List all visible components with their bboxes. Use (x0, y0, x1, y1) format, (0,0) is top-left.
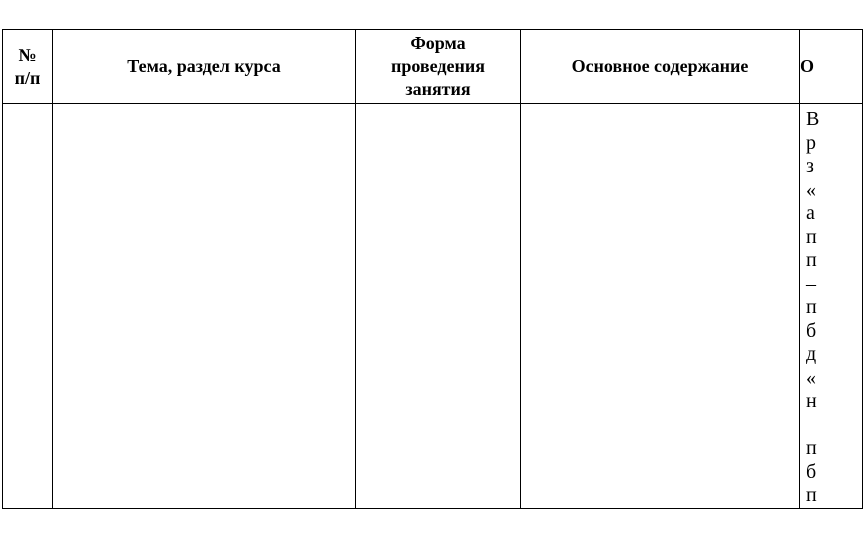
last-column-char: з (806, 155, 814, 177)
header-content (521, 30, 800, 104)
last-column-char: В (806, 108, 820, 130)
course-plan-table (2, 29, 863, 509)
last-column-char (806, 414, 862, 438)
header-number (3, 30, 53, 104)
cell-last-column (800, 104, 863, 509)
header-form (356, 30, 521, 104)
header-form-line-3: занятия (405, 79, 471, 99)
table-row (3, 104, 863, 509)
header-topic-text: Тема, раздел курса (127, 56, 281, 76)
cell-content (521, 104, 800, 509)
header-number-line-2: п/п (14, 67, 41, 88)
header-last-column (800, 30, 863, 104)
last-column-char: а (806, 202, 815, 224)
last-column-char: д (806, 343, 817, 365)
header-last-text: О (800, 56, 815, 76)
last-column-char: п (806, 296, 817, 318)
last-column-char: п (806, 225, 817, 248)
last-column-char: р (806, 131, 816, 154)
cell-topic (53, 104, 356, 509)
header-form-line-2: проведения (391, 56, 485, 76)
cell-number (3, 104, 53, 509)
last-column-char: « (806, 366, 816, 389)
header-topic (53, 30, 356, 104)
last-column-char: б (806, 460, 817, 483)
last-column-char: – (806, 272, 816, 295)
last-column-char: « (806, 178, 816, 201)
last-column-char: п (806, 437, 817, 459)
cell-form (356, 104, 521, 509)
header-form-line-1: Форма (410, 33, 466, 53)
header-number-line-1: № (18, 44, 37, 65)
last-column-char: п (806, 484, 817, 506)
last-column-char: б (806, 319, 817, 342)
table-header-row (3, 30, 863, 104)
header-content-text: Основное содержание (571, 56, 749, 76)
last-column-text (800, 104, 862, 508)
last-column-char: н (806, 390, 817, 412)
last-column-char: п (806, 249, 817, 271)
